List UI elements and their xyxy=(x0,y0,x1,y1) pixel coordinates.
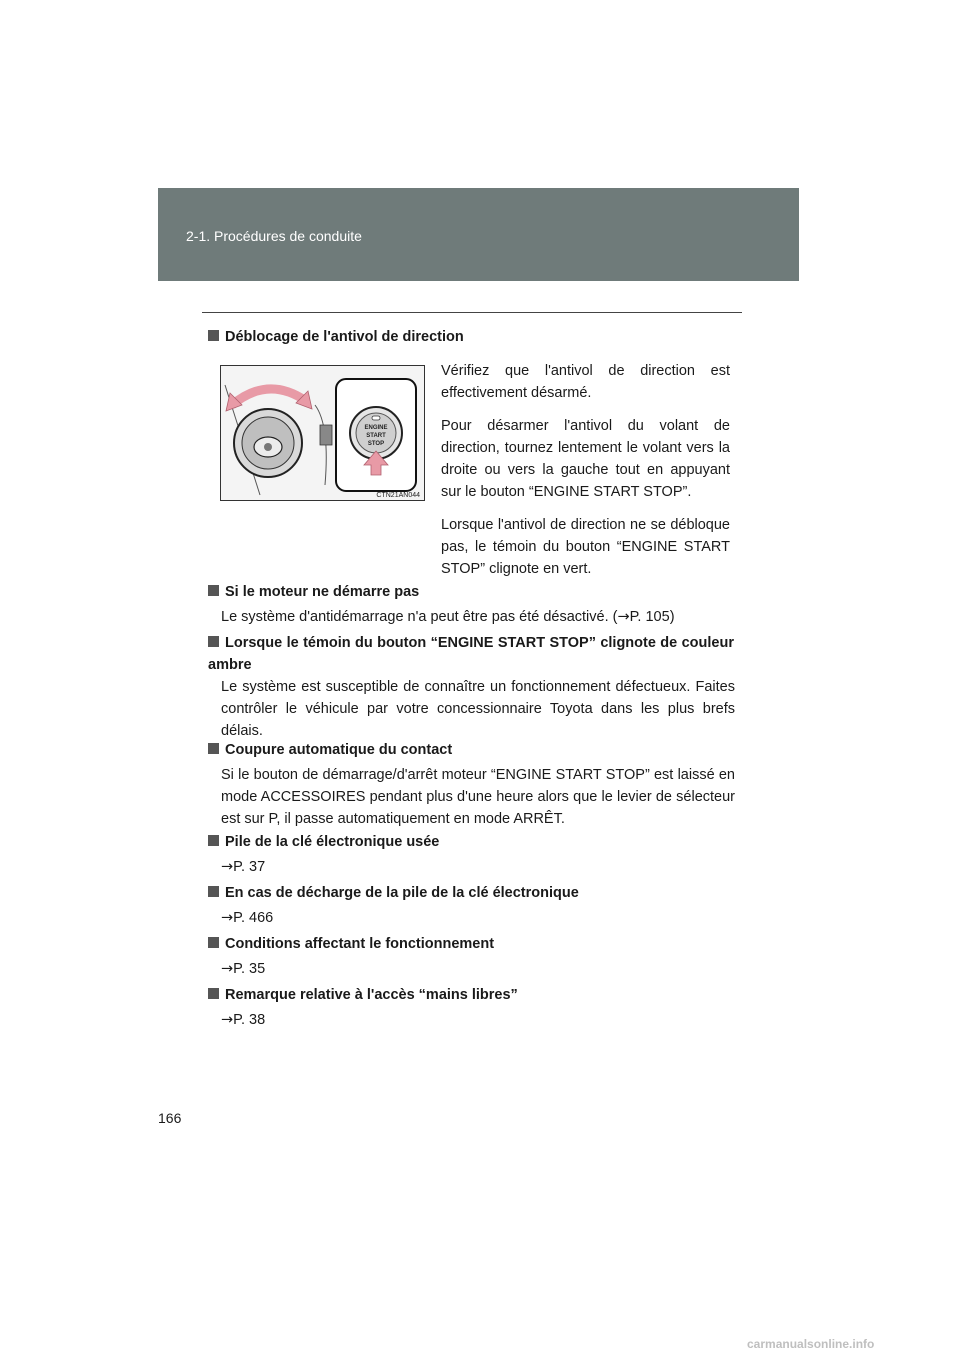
figure-code: CTN21AN044 xyxy=(376,492,420,499)
deblocage-text xyxy=(441,360,730,591)
temoin-text: Le système est susceptible de connaître un fonctionnement défectueux. Faites contrôler le véhicule par votre concessionnaire Toyota dans les plus brefs délais. xyxy=(221,679,735,739)
section-title-moteur: Si le moteur ne démarre pas xyxy=(208,584,419,600)
button-label-line1: ENGINE xyxy=(364,425,388,431)
reference-arrow-icon: → xyxy=(617,609,630,625)
section-title-coupure: Coupure automatique du contact xyxy=(208,742,452,758)
page-reference[interactable]: P. 105 xyxy=(629,609,670,625)
reference-arrow-icon: → xyxy=(221,910,234,926)
conditions-ref[interactable]: →P. 35 xyxy=(221,961,266,977)
remarque-ref[interactable]: →P. 38 xyxy=(221,1012,266,1028)
decharge-ref[interactable]: →P. 466 xyxy=(221,910,274,926)
top-rule xyxy=(202,312,742,313)
square-bullet-icon xyxy=(208,636,219,647)
watermark: carmanualsonline.info xyxy=(747,1337,875,1351)
button-label-line3: STOP xyxy=(367,441,385,447)
reference-arrow-icon: → xyxy=(221,1012,234,1028)
steering-lock-illustration xyxy=(220,365,425,501)
chapter-title: 2-1. Procédures de conduite xyxy=(186,228,362,244)
square-bullet-icon xyxy=(208,743,219,754)
reference-arrow-icon: → xyxy=(221,961,234,977)
paragraph: Pour désarmer l'antivol du volant de direction, tournez lentement le volant vers la droite ou vers la gauche tout en appuyant sur le bouton “ENGINE START STOP”. xyxy=(441,418,730,500)
section-title-deblocage: Déblocage de l'antivol de direction xyxy=(208,329,464,345)
square-bullet-icon xyxy=(208,886,219,897)
coupure-text: Si le bouton de démarrage/d'arrêt moteur “ENGINE START STOP” est laissé en mode ACCESSOIRES pendant plus d'une heure alors que le levier de sélecteur est sur P, il passe automatiquement en mode ARRÊT. xyxy=(221,767,735,827)
reference-arrow-icon: → xyxy=(221,859,234,875)
square-bullet-icon xyxy=(208,937,219,948)
square-bullet-icon xyxy=(208,330,219,341)
square-bullet-icon xyxy=(208,988,219,999)
paragraph: Lorsque l'antivol de direction ne se débloque pas, le témoin du bouton “ENGINE START STOP” clignote en vert. xyxy=(441,517,730,577)
section-title-temoin: Lorsque le témoin du bouton “ENGINE START STOP” clignote de couleur ambre xyxy=(208,635,734,673)
section-title-conditions: Conditions affectant le fonctionnement xyxy=(208,936,494,952)
square-bullet-icon xyxy=(208,585,219,596)
square-bullet-icon xyxy=(208,835,219,846)
section-title-decharge: En cas de décharge de la pile de la clé électronique xyxy=(208,885,579,901)
section-title-remarque: Remarque relative à l'accès “mains libres” xyxy=(208,987,518,1003)
moteur-text: Le système d'antidémarrage n'a peut être pas été désactivé. (→P. 105) xyxy=(221,609,675,625)
pile-usee-ref[interactable]: →P. 37 xyxy=(221,859,266,875)
section-title-pile-usee: Pile de la clé électronique usée xyxy=(208,834,439,850)
button-label-line2: START xyxy=(366,433,386,439)
paragraph: Vérifiez que l'antivol de direction est effectivement désarmé. xyxy=(441,363,730,401)
chapter-header xyxy=(158,188,799,281)
page-number: 166 xyxy=(158,1110,182,1126)
